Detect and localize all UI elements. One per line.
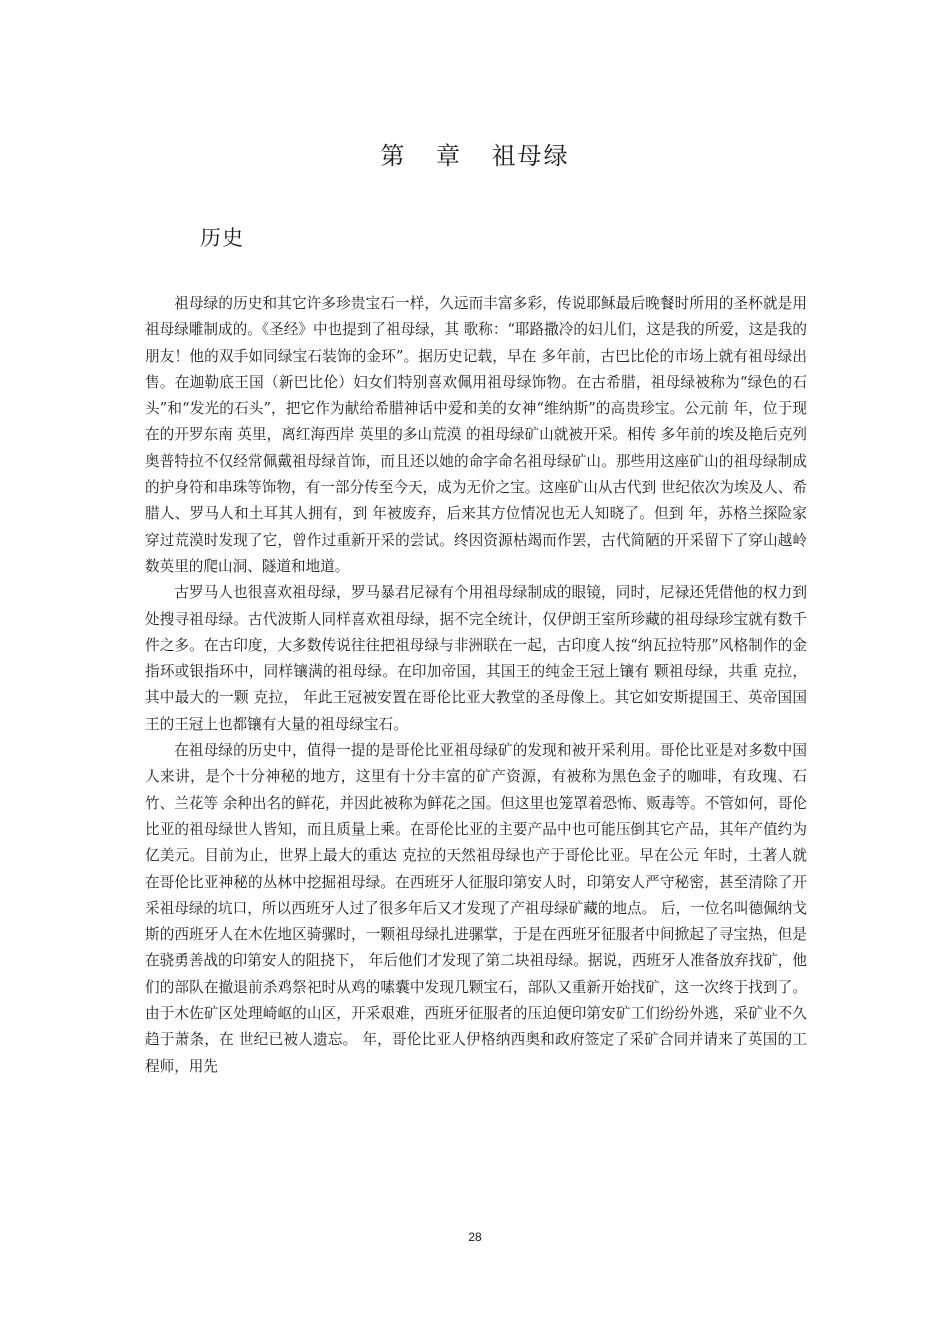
- chapter-title: [0, 136, 950, 171]
- chapter-prefix: 第: [380, 142, 407, 170]
- paragraph: 祖母绿的历史和其它许多珍贵宝石一样，久远而丰富多彩，传说耶稣最后晚餐时所用的圣杯就是用祖母绿雕制成的。《圣经》中也提到了祖母绿，其 歌称：“耶路撒冷的妇儿们，这是我的所爱，这是我的朋友！他的双手如同绿宝石装饰的金环”。据历史记载，早在 多年前，古巴比伦的市场上就有祖母绿出售。在迦勒底王国（新巴比伦）妇女们特别喜欢佩用祖母绿饰物。在古希腊，祖母绿被称为“绿色的石头”和“发光的石头”，把它作为献给希腊神话中爱和美的女神“维纳斯”的高贵珍宝。公元前 年，位于现在的开罗东南 英里，离红海西岸 英里的多山荒漠 的祖母绿矿山就被开采。相传 多年前的埃及艳后克列奥普特拉不仅经常佩戴祖母绿首饰，而且还以她的命字命名祖母绿矿山。那些用这座矿山的祖母绿制成的护身符和串珠等饰物，有一部分传至今天，成为无价之宝。这座矿山从古代到 世纪依次为埃及人、希腊人、罗马人和土耳其人拥有，到 年被废弃，后来其方位情况也无人知晓了。但到 年，苏格兰探险家穿过荒漠时发现了它，曾作过重新开采的尝试。终因资源枯竭而作罢，古代简陋的开采留下了穿山越岭数英里的爬山洞、隧道和地道。: [145, 295, 807, 575]
- body-text: [145, 291, 807, 1080]
- paragraph: 古罗马人也很喜欢祖母绿，罗马暴君尼禄有个用祖母绿制成的眼镜，同时，尼禄还凭借他的权力到处搜寻祖母绿。古代波斯人同样喜欢祖母绿，据不完全统计，仅伊朗王室所珍藏的祖母绿珍宝就有数千件之多。在古印度，大多数传说往往把祖母绿与非洲联在一起，古印度人按“纳瓦拉特那”风格制作的金指环或银指环中，同样镶满的祖母绿。在印加帝国，其国王的纯金王冠上镶有 颗祖母绿，共重 克拉，其中最大的一颗 克拉， 年此王冠被安置在哥伦比亚大教堂的圣母像上。其它如安斯提国王、英帝国国王的王冠上也都镶有大量的祖母绿宝石。: [145, 584, 807, 733]
- chapter-name: 祖母绿: [491, 142, 570, 170]
- paragraph: 在祖母绿的历史中，值得一提的是哥伦比亚祖母绿矿的发现和被开采利用。哥伦比亚是对多数中国人来讲，是个十分神秘的地方，这里有十分丰富的矿产资源，有被称为黑色金子的咖啡，有玫瑰、石竹、兰花等 余种出名的鲜花，并因此被称为鲜花之国。但这里也笼罩着恐怖、贩毒等。不管如何，哥伦比亚的祖母绿世人皆知，而且质量上乘。在哥伦比亚的主要产品中也可能压倒其它产品，其年产值约为 亿美元。目前为止，世界上最大的重达 克拉的天然祖母绿也产于哥伦比亚。早在公元 年时，土著人就在哥伦比亚神秘的丛林中挖掘祖母绿。在西班牙人征服印第安人时，印第安人严守秘密，甚至清除了开采祖母绿的坑口，所以西班牙人过了很多年后又才发现了产祖母绿矿藏的地点。 后，一位名叫德佩纳戈斯的西班牙人在木佐地区骑骡时，一颗祖母绿扎进骡掌，于是在西班牙征服者中间掀起了寻宝热，但是在骁勇善战的印第安人的阻挠下， 年后他们才发现了第二块祖母绿。据说，西班牙人准备放弃找矿，他们的部队在撤退前杀鸡祭祀时从鸡的嗉囊中发现几颗宝石，部队又重新开始找矿，这一次终于找到了。由于木佐矿区处理崎岖的山区，开采艰难，西班牙征服者的压迫便印第安矿工们纷纷外逃，采矿业不久趋于萧条，在 世纪已被人遗忘。 年，哥伦比亚人伊格纳西奥和政府签定了采矿合同并请来了英国的工程师，用先: [145, 742, 807, 1075]
- section-title: 历史: [200, 226, 244, 250]
- page-number: 28: [468, 1230, 482, 1244]
- chapter-suffix: 章: [436, 142, 462, 170]
